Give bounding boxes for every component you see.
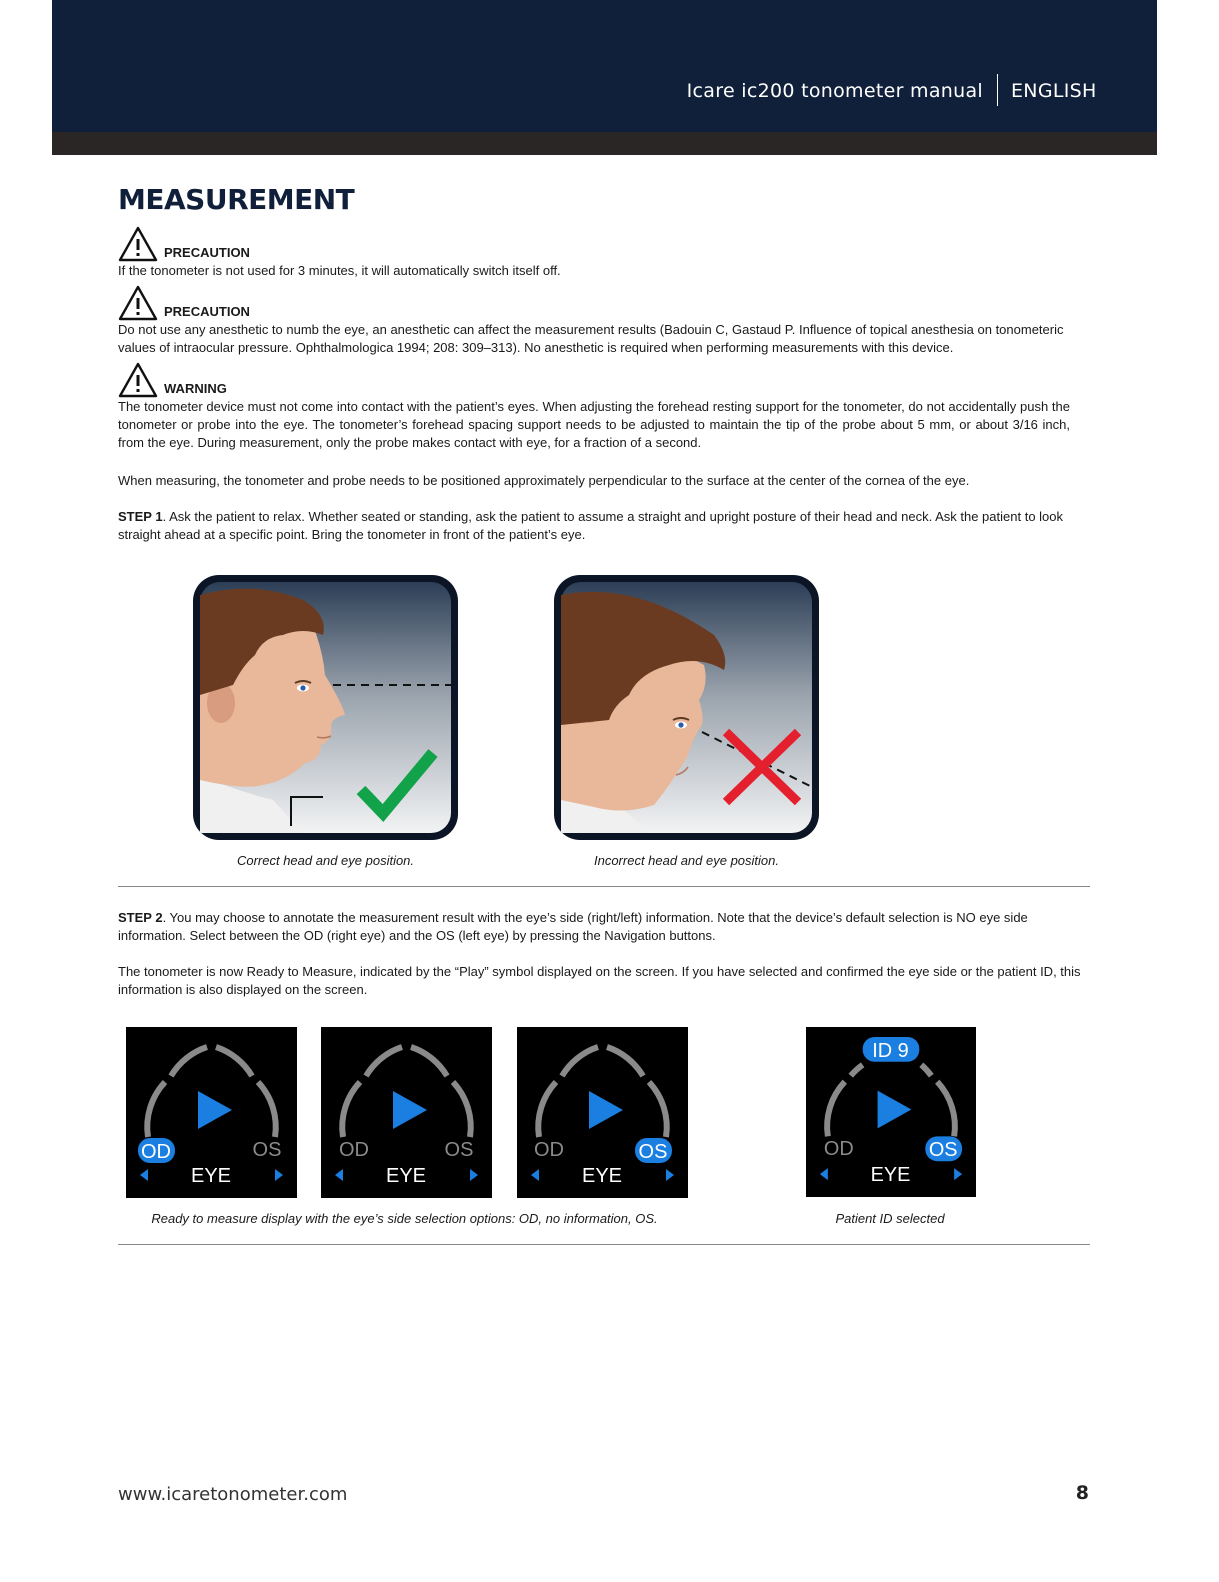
arrow-left-icon: [140, 1169, 148, 1181]
id-caption: Patient ID selected: [835, 1211, 945, 1226]
od-label: OD: [339, 1139, 369, 1161]
divider: [118, 1244, 1090, 1245]
warning-triangle-icon: [118, 226, 158, 262]
divider: [118, 886, 1090, 887]
arrow-left-icon: [820, 1168, 828, 1180]
note-label: PRECAUTION: [164, 245, 250, 260]
precaution-note-1: [118, 226, 1078, 280]
gauge-arc: [216, 1047, 252, 1076]
screens-caption: Ready to measure display with the eye’s side selection options: OD, no information, OS.: [151, 1211, 658, 1226]
gauge-arc: [921, 1065, 931, 1076]
gauge-arc: [147, 1082, 165, 1137]
device-screen-od: [126, 1027, 297, 1198]
gauge-arc: [649, 1082, 667, 1137]
play-icon: [589, 1091, 623, 1129]
step-2-label: STEP 2: [118, 910, 163, 925]
gauge-arc: [171, 1047, 207, 1076]
play-icon: [198, 1091, 232, 1129]
warning-triangle-icon: [118, 285, 158, 321]
note-label: WARNING: [164, 381, 227, 396]
od-label: OD: [534, 1139, 564, 1161]
gauge-arc: [411, 1047, 447, 1076]
arrow-right-icon: [666, 1169, 674, 1181]
arrow-right-icon: [954, 1168, 962, 1180]
eye-label: EYE: [190, 1165, 232, 1187]
eye-label: EYE: [870, 1164, 911, 1187]
note-text: The tonometer device must not come into contact with the patient’s eyes. When adjusting the forehead resting support for the tonometer, do not accidentally push the tonometer or probe into the eye. The tonometer’s forehead spacing support needs to be adjusted to maintain the tip of the probe about 5 mm, or about 3/16 inch, from the eye. During measurement, only the probe makes contact with eye, for a fraction of a second.: [118, 399, 1070, 450]
gauge-arc: [258, 1082, 276, 1137]
gauge-arc: [607, 1047, 643, 1076]
note-text: If the tonometer is not used for 3 minutes, it will automatically switch itself off.: [118, 263, 561, 278]
gauge-arc: [342, 1082, 360, 1137]
note-text: Do not use any anesthetic to numb the eye, an anesthetic can affect the measurement results (Badouin C, Gastaud P. Influence of topical anesthesia on tonometeric values of intraocular pressure. Ophthalmologica 1994; 208: 309–313). No anesthetic is required when performing measurements with this device.: [118, 322, 1064, 355]
step-2-paragraph: [118, 909, 1090, 945]
eye-label: EYE: [385, 1165, 427, 1187]
language-label: ENGLISH: [1011, 80, 1097, 102]
gauge-arc: [453, 1082, 471, 1137]
step-1-paragraph: [118, 508, 1090, 544]
section-title: MEASUREMENT: [118, 183, 355, 216]
warning-triangle-icon: [118, 362, 158, 398]
incorrect-position-image: [554, 575, 819, 840]
device-screen-os: [517, 1027, 688, 1198]
note-label: PRECAUTION: [164, 304, 250, 319]
step-1-label: STEP 1: [118, 509, 163, 524]
step-2-text: . You may choose to annotate the measurement result with the eye’s side (right/left) information. Note that the device’s default selection is NO eye side information. Select between the OD (right eye) and the OS (left eye) by pressing the Navigation buttons.: [118, 910, 1028, 943]
os-label: OS: [638, 1141, 668, 1163]
footer-url: www.icaretonometer.com: [118, 1484, 348, 1505]
od-label: OD: [141, 1141, 171, 1163]
play-icon: [393, 1091, 427, 1129]
gauge-arc: [562, 1047, 598, 1076]
ready-paragraph: The tonometer is now Ready to Measure, indicated by the “Play” symbol displayed on the screen. If you have selected and confirmed the eye side or the patient ID, this information is also displayed on the screen.: [118, 964, 1081, 997]
gauge-arc: [851, 1065, 863, 1076]
positioning-paragraph: When measuring, the tonometer and probe needs to be positioned approximately perpendicular to the surface at the center of the cornea of the eye.: [118, 473, 970, 488]
header-strip: [52, 132, 1157, 155]
arrow-left-icon: [531, 1169, 539, 1181]
arrow-left-icon: [335, 1169, 343, 1181]
play-icon: [878, 1091, 912, 1129]
os-label: OS: [252, 1139, 282, 1161]
gauge-arc: [366, 1047, 402, 1076]
patient-id-label: ID 9: [872, 1039, 909, 1062]
step-1-text: . Ask the patient to relax. Whether seated or standing, ask the patient to assume a straight and upright posture of their head and neck. Ask the patient to look straight ahead at a specific point. Bring the tonometer in front of the patient’s eye.: [118, 509, 1064, 542]
gauge-arc: [827, 1082, 845, 1137]
page-number: 8: [1075, 1482, 1089, 1504]
arrow-right-icon: [275, 1169, 283, 1181]
os-label: OS: [928, 1139, 958, 1162]
eye-label: EYE: [581, 1165, 623, 1187]
header-separator: [997, 74, 998, 106]
od-label: OD: [823, 1138, 854, 1161]
device-screen-none: [321, 1027, 492, 1198]
warning-note: [118, 362, 1070, 452]
os-label: OS: [444, 1139, 474, 1161]
page-header: [52, 0, 1157, 132]
gauge-arc: [937, 1082, 955, 1137]
incorrect-caption: Incorrect head and eye position.: [593, 853, 779, 868]
correct-position-image: [193, 575, 458, 840]
manual-title: Icare ic200 tonometer manual: [686, 80, 983, 102]
gauge-arc: [538, 1082, 556, 1137]
arrow-right-icon: [470, 1169, 478, 1181]
correct-caption: Correct head and eye position.: [236, 853, 415, 868]
precaution-note-2: [118, 285, 1078, 357]
device-screen-id: [806, 1027, 976, 1197]
